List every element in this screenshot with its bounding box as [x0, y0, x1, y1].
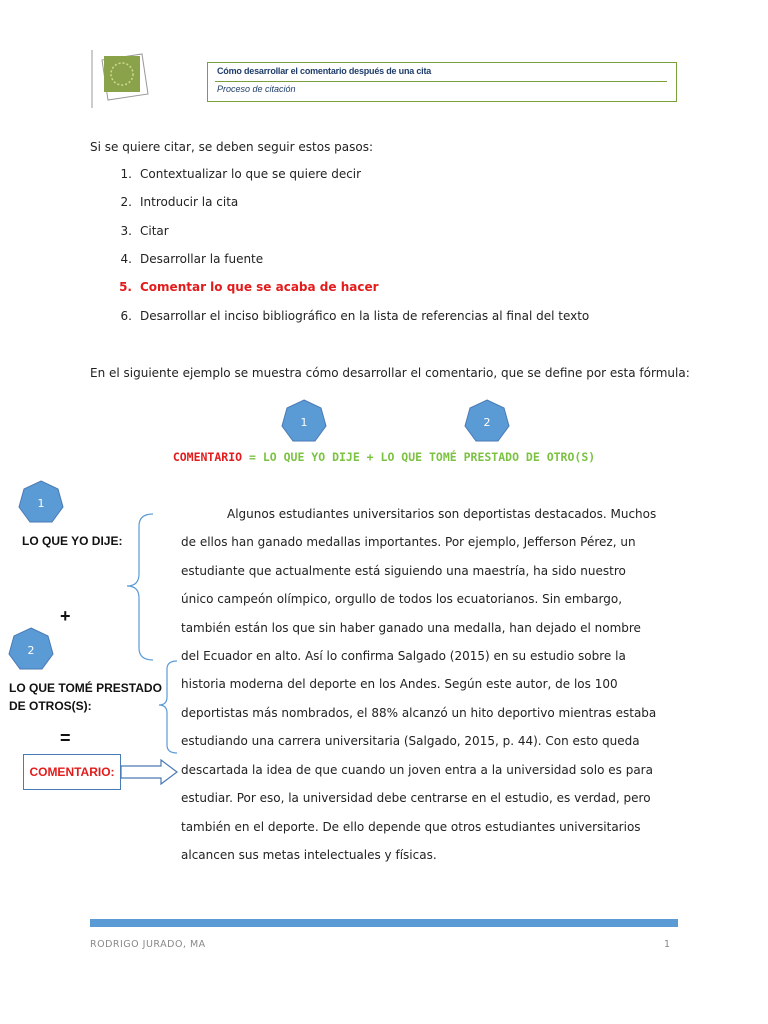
plus-sign: +: [60, 606, 71, 626]
paragraph-line: también en el deporte. De ello depende que otros estudiantes universitarios: [181, 820, 641, 834]
paragraph-line: Algunos estudiantes universitarios son deportistas destacados. Muchos: [227, 507, 657, 521]
paragraph-line: de ellos han ganado medallas importantes. Por ejemplo, Jefferson Pérez, un: [181, 535, 636, 549]
badge-two: [464, 399, 510, 445]
step-text: Contextualizar lo que se quiere decir: [140, 167, 362, 181]
paragraph-line: estudiando una carrera universitaria (Salgado, 2015, p. 44). Con esto queda: [181, 734, 640, 748]
document-logo: [90, 50, 152, 110]
equals-sign: =: [60, 728, 71, 748]
step-number: 2.: [120, 195, 132, 209]
step-item-highlighted: [108, 280, 379, 294]
step-item: [108, 309, 589, 323]
header-subtitle: Proceso de citación: [217, 84, 296, 94]
label-prestado-line1: LO QUE TOMÉ PRESTADO: [9, 681, 162, 695]
label-prestado-line2: DE OTROS(S):: [9, 699, 92, 713]
step-number: 3.: [120, 224, 132, 238]
badge-two-left: [8, 627, 54, 673]
step-item: [108, 195, 238, 209]
footer-author: RODRIGO JURADO, MA: [90, 939, 206, 950]
formula-comentario: COMENTARIO: [172, 450, 243, 464]
formula: [0, 450, 768, 464]
paragraph-line: estudiante que actualmente está siguiendo una maestría, ha sido nuestro: [181, 564, 626, 578]
paragraph-line: estudiar. Por eso, la universidad debe centrarse en el estudio, es verdad, pero: [181, 791, 651, 805]
header-divider: [215, 81, 667, 82]
badge-one-left: [18, 480, 64, 526]
formula-equation: = LO QUE YO DIJE + LO QUE TOMÉ PRESTADO DE OTRO(S): [242, 450, 596, 464]
badge-label: 2: [27, 643, 35, 657]
step-text: Citar: [140, 224, 169, 238]
arrow-right-icon: [121, 758, 179, 790]
example-intro-text: En el siguiente ejemplo se muestra cómo desarrollar el comentario, que se define por esta fórmula:: [90, 366, 690, 380]
paragraph-line: del Ecuador en alto. Así lo confirma Salgado (2015) en su estudio sobre la: [181, 649, 626, 663]
badge-one: [281, 399, 327, 445]
header-title: Cómo desarrollar el comentario después de una cita: [217, 66, 432, 76]
step-number: 5.: [119, 280, 132, 294]
label-lo-que-yo-dije: LO QUE YO DIJE:: [22, 534, 123, 548]
step-item: [108, 252, 263, 266]
intro-text: Si se quiere citar, se deben seguir estos pasos:: [90, 140, 373, 154]
step-number: 4.: [120, 252, 132, 266]
brace-yo-dije-icon: [123, 512, 157, 666]
page-number: 1: [664, 939, 671, 950]
step-text: Introducir la cita: [140, 195, 239, 209]
badge-label: 1: [300, 415, 308, 429]
comentario-box: [23, 754, 121, 790]
step-text: Desarrollar la fuente: [140, 252, 264, 266]
paragraph-line: alcancen sus metas intelectuales y físicas.: [181, 848, 437, 862]
paragraph-line: deportistas más nombrados, el 88% alcanzó un hito deportivo mientras estaba: [181, 706, 657, 720]
footer-bar: [90, 919, 678, 927]
paragraph-line: descartada la idea de que cuando un joven entra a la universidad solo es para: [181, 763, 653, 777]
step-number: 1.: [120, 167, 132, 181]
badge-label: 2: [483, 415, 491, 429]
paragraph-line: único campeón olímpico, orgullo de todos los ecuatorianos. Sin embargo,: [181, 592, 623, 606]
step-number: 6.: [120, 309, 132, 323]
comentario-label: COMENTARIO:: [29, 765, 115, 779]
brace-prestado-icon: [157, 659, 179, 759]
step-item: [108, 224, 169, 238]
step-item: [108, 167, 361, 181]
paragraph-line: también están los que sin haber ganado una medalla, han dejado el nombre: [181, 621, 641, 635]
step-text: Desarrollar el inciso bibliográfico en la lista de referencias al final del texto: [140, 309, 590, 323]
badge-label: 1: [37, 496, 45, 510]
paragraph-line: historia moderna del deporte en los Andes. Según este autor, de los 100: [181, 677, 618, 691]
step-text: Comentar lo que se acaba de hacer: [140, 280, 379, 294]
